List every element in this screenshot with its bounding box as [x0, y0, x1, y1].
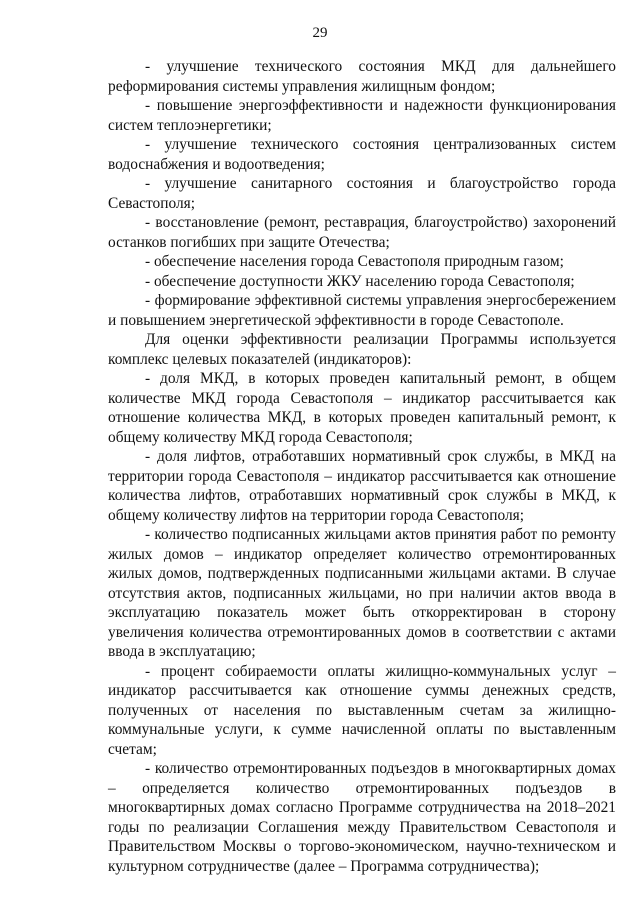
paragraph: - количество отремонтированных подъездов в многоквартирных домах – определяется количество отремонтированных подъездов в многоквартирных домах согласно Программе сотрудничества на 2018–2021 годы по реализации Соглашения между Правительством Севастополя и Правительством Москвы о торгово-экономическом, научно-техническом и культурном сотрудничестве (далее – Программа сотрудничества); — [108, 760, 616, 875]
paragraph: Для оценки эффективности реализации Программы используется комплекс целевых показателей (индикаторов): — [108, 331, 616, 368]
document-body — [108, 57, 616, 876]
paragraph: - доля лифтов, отработавших нормативный срок службы, в МКД на территории города Севастополя – индикатор рассчитывается как отношение количества лифтов, отработавших нормативный срок службы в МКД, к общему количеству лифтов на территории города Севастополя; — [108, 448, 616, 524]
paragraph: - обеспечение населения города Севастополя природным газом; — [145, 253, 564, 270]
paragraph: - количество подписанных жильцами актов принятия работ по ремонту жилых домов – индикатор определяет количество отремонтированных жилых домов, подтвержденных подписанными жильцами актами. В случае отсутствия актов, подписанных жильцами, но при наличии актов ввода в эксплуатацию показатель может быть откорректирован в сторону увеличения количества отремонтированных домов в соответствии с актами ввода в эксплуатацию; — [108, 526, 616, 660]
page-number: 29 — [312, 25, 328, 41]
paragraph: - формирование эффективной системы управления энергосбережением и повышением энергетической эффективности в городе Севастополе. — [108, 292, 616, 329]
paragraph: - восстановление (ремонт, реставрация, благоустройство) захоронений останков погибших при защите Отечества; — [108, 214, 616, 251]
paragraph: - улучшение технического состояния централизованных систем водоснабжения и водоотведения; — [108, 136, 616, 173]
paragraph: - улучшение технического состояния МКД для дальнейшего реформирования системы управления жилищным фондом; — [108, 58, 616, 95]
paragraph: - обеспечение доступности ЖКУ населению города Севастополя; — [145, 272, 575, 290]
paragraph: - процент собираемости оплаты жилищно-коммунальных услуг – индикатор рассчитывается как отношение суммы денежных средств, полученных от населения по выставленным счетам за жилищно-коммунальные услуги, к сумме начисленной оплаты по выставленным счетам; — [108, 662, 616, 758]
paragraph: - доля МКД, в которых проведен капитальный ремонт, в общем количестве МКД города Севастополя – индикатор рассчитывается как отношение количества МКД, в которых проведен капитальный ремонт, к общему количеству МКД города Севастополя; — [108, 370, 616, 446]
paragraph: - повышение энергоэффективности и надежности функционирования систем теплоэнергетики; — [108, 97, 616, 134]
paragraph: - улучшение санитарного состояния и благоустройство города Севастополя; — [108, 175, 616, 212]
